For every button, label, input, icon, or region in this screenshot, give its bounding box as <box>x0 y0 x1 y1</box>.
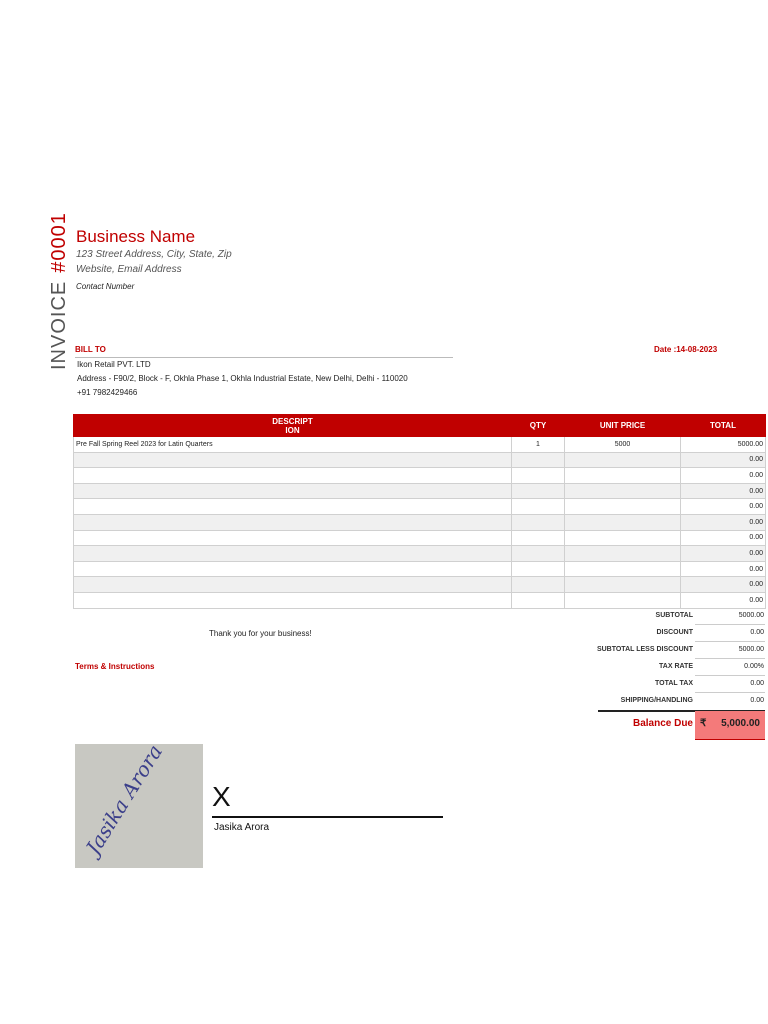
cell-unit-price <box>565 452 681 468</box>
cell-total: 0.00 <box>681 546 766 562</box>
cell-qty <box>512 514 565 530</box>
cell-total: 0.00 <box>681 499 766 515</box>
cell-qty <box>512 499 565 515</box>
table-row <box>74 437 766 453</box>
cell-description <box>74 546 512 562</box>
cell-qty: 1 <box>512 437 565 453</box>
summary-divider <box>695 692 765 693</box>
invoice-label: INVOICE <box>48 280 70 370</box>
bill-to-name: Ikon Retail PVT. LTD <box>77 360 151 369</box>
table-row <box>74 499 766 515</box>
signature-line <box>212 816 443 818</box>
header-qty: QTY <box>512 415 565 437</box>
summary-divider <box>695 675 765 676</box>
summary-divider <box>695 658 765 659</box>
cell-qty <box>512 577 565 593</box>
cell-description <box>74 514 512 530</box>
table-row <box>74 514 766 530</box>
header-description: DESCRIPT ION <box>74 415 512 437</box>
business-website: Website, Email Address <box>76 264 182 275</box>
cell-total: 5000.00 <box>681 437 766 453</box>
cell-unit-price <box>565 546 681 562</box>
bill-to-divider <box>75 357 453 358</box>
shipping-value: 0.00 <box>750 697 764 704</box>
header-total: TOTAL <box>681 415 766 437</box>
bill-to-phone: +91 7982429466 <box>77 388 138 397</box>
cell-qty <box>512 530 565 546</box>
summary-divider <box>695 624 765 625</box>
cell-unit-price <box>565 530 681 546</box>
cell-description <box>74 592 512 608</box>
thank-you-note: Thank you for your business! <box>209 629 312 638</box>
cell-unit-price <box>565 499 681 515</box>
total-tax-label: TOTAL TAX <box>655 680 693 687</box>
cell-unit-price <box>565 592 681 608</box>
subtotal-label: SUBTOTAL <box>655 612 693 619</box>
table-row <box>74 561 766 577</box>
terms-heading: Terms & Instructions <box>75 662 155 671</box>
cell-total: 0.00 <box>681 514 766 530</box>
cell-unit-price <box>565 577 681 593</box>
bill-to-label: BILL TO <box>75 345 106 354</box>
cell-description <box>74 483 512 499</box>
cell-qty <box>512 546 565 562</box>
cell-description <box>74 561 512 577</box>
tax-rate-value: 0.00% <box>744 663 764 670</box>
cell-unit-price <box>565 468 681 484</box>
table-row <box>74 483 766 499</box>
table-row <box>74 530 766 546</box>
cell-total: 0.00 <box>681 577 766 593</box>
table-row <box>74 577 766 593</box>
cell-total: 0.00 <box>681 592 766 608</box>
table-row <box>74 468 766 484</box>
invoice-date: Date :14-08-2023 <box>654 345 718 354</box>
table-header-row <box>74 415 766 437</box>
signature-mark: X <box>212 781 231 812</box>
cell-description <box>74 530 512 546</box>
business-contact: Contact Number <box>76 282 135 291</box>
subtotal-value: 5000.00 <box>738 612 764 619</box>
invoice-number: #0001 <box>48 212 70 273</box>
cell-qty <box>512 468 565 484</box>
business-name: Business Name <box>76 227 196 246</box>
cell-qty <box>512 483 565 499</box>
header-unit-price: UNIT PRICE <box>565 415 681 437</box>
cell-description <box>74 468 512 484</box>
cell-qty <box>512 592 565 608</box>
handwritten-signature-icon <box>75 744 203 868</box>
signature-image <box>75 744 203 868</box>
less-discount-label: SUBTOTAL LESS DISCOUNT <box>596 646 693 653</box>
rupee-icon: ₹ <box>700 718 707 729</box>
summary-divider <box>695 641 765 642</box>
shipping-label: SHIPPING/HANDLING <box>620 697 693 704</box>
signer-name: Jasika Arora <box>214 822 270 833</box>
table-row <box>74 452 766 468</box>
balance-due-amount: 5,000.00 <box>721 718 760 729</box>
cell-unit-price <box>565 561 681 577</box>
cell-unit-price <box>565 483 681 499</box>
cell-description <box>74 499 512 515</box>
cell-description: Pre Fall Spring Reel 2023 for Latin Quarters <box>74 437 512 453</box>
balance-due-label: Balance Due <box>632 718 693 729</box>
tax-rate-label: TAX RATE <box>659 663 693 670</box>
cell-description <box>74 577 512 593</box>
items-table <box>73 414 766 609</box>
cell-total: 0.00 <box>681 452 766 468</box>
less-discount-value: 5000.00 <box>738 646 764 653</box>
cell-qty <box>512 561 565 577</box>
cell-qty <box>512 452 565 468</box>
cell-total: 0.00 <box>681 483 766 499</box>
bill-to-address: Address - F90/2, Block - F, Okhla Phase 1, Okhla Industrial Estate, New Delhi, Delhi - 110020 <box>77 374 408 383</box>
cell-unit-price <box>565 514 681 530</box>
business-address: 123 Street Address, City, State, Zip <box>76 249 232 260</box>
cell-description <box>74 452 512 468</box>
invoice-title <box>48 212 71 370</box>
cell-total: 0.00 <box>681 561 766 577</box>
signature-script: Jasika Arora <box>80 744 168 859</box>
table-row <box>74 546 766 562</box>
cell-total: 0.00 <box>681 530 766 546</box>
discount-value: 0.00 <box>750 629 764 636</box>
cell-unit-price: 5000 <box>565 437 681 453</box>
discount-label: DISCOUNT <box>656 629 693 636</box>
total-tax-value: 0.00 <box>750 680 764 687</box>
table-row <box>74 592 766 608</box>
cell-total: 0.00 <box>681 468 766 484</box>
